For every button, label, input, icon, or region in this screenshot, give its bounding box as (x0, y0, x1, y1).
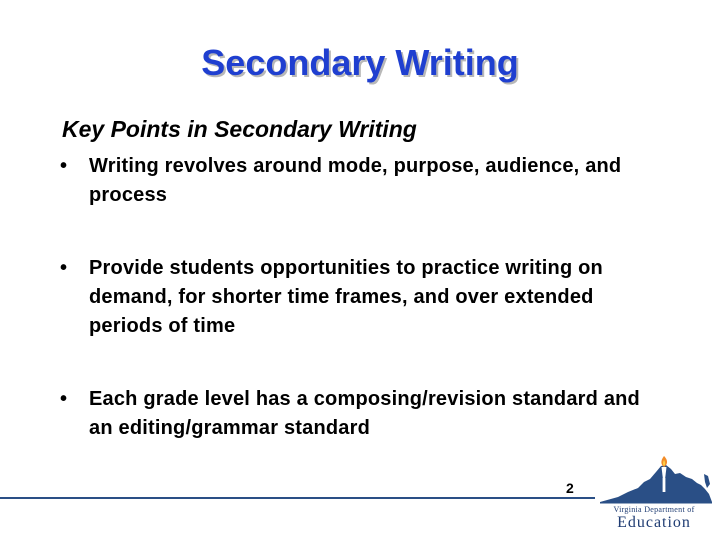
bullet-text: Provide students opportunities to practice writing on demand, for shorter time frames, and over extended periods of time (89, 257, 603, 337)
slide-subtitle: Key Points in Secondary Writing (62, 116, 417, 142)
bullet-item (60, 385, 660, 443)
logo-text-education: Education (617, 514, 691, 531)
slide-title: Secondary Writing (201, 42, 519, 83)
bullet-text: Each grade level has a composing/revision standard and an editing/grammar standard (89, 388, 640, 439)
bullet-item (60, 152, 660, 210)
bullet-marker: • (60, 388, 68, 410)
bullet-item (60, 254, 660, 341)
page-number: 2 (566, 480, 574, 496)
bullet-list (60, 152, 660, 443)
bullet-marker: • (60, 155, 68, 177)
bullet-marker: • (60, 257, 68, 279)
bullet-text: Writing revolves around mode, purpose, audience, and process (89, 155, 622, 206)
vdoe-logo (598, 452, 716, 538)
footer-divider (0, 497, 595, 499)
virginia-map-torch-icon (598, 452, 716, 506)
logo-text-department: Virginia Department of (613, 505, 695, 514)
